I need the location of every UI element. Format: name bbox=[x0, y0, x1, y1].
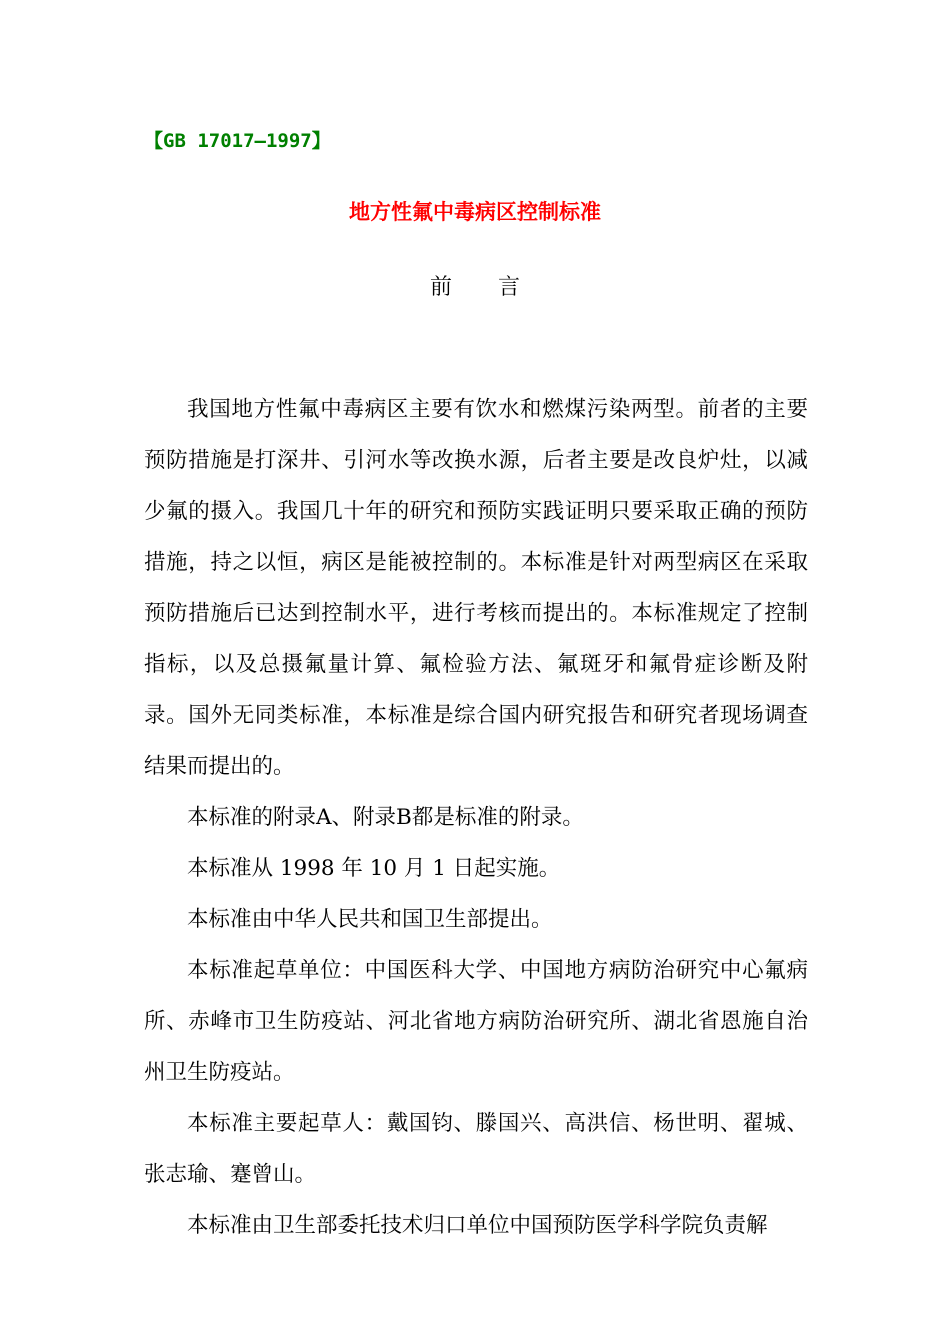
standard-code: 【GB 17017—1997】 bbox=[144, 130, 331, 152]
section-heading-foreword bbox=[0, 270, 950, 301]
paragraph-drafters: 本标准主要起草人：戴国钧、滕国兴、高洪信、杨世明、翟城、张志瑜、蹇曾山。 bbox=[144, 1111, 808, 1187]
paragraph-interpretation: 本标准由卫生部委托技术归口单位中国预防医学科学院负责解 bbox=[187, 1213, 768, 1238]
paragraph-intro: 我国地方性氟中毒病区主要有饮水和燃煤污染两型。前者的主要预防措施是打深井、引河水等改换水源，后者主要是改良炉灶，以减少氟的摄入。我国几十年的研究和预防实践证明只要采取正确的预防措施，持之以恒，病区是能被控制的。本标准是针对两型病区在采取预防措施后已达到控制水平，进行考核而提出的。本标准规定了控制指标，以及总摄氟量计算、氟检验方法、氟斑牙和氟骨症诊断及附录。国外无同类标准，本标准是综合国内研究报告和研究者现场调查结果而提出的。 bbox=[144, 397, 808, 779]
paragraph-appendix: 本标准的附录A、附录B都是标准的附录。 bbox=[187, 805, 584, 830]
paragraph-drafting-units: 本标准起草单位：中国医科大学、中国地方病防治研究中心氟病所、赤峰市卫生防疫站、河北省地方病防治研究所、湖北省恩施自治州卫生防疫站。 bbox=[144, 958, 808, 1085]
document-body bbox=[144, 384, 808, 1251]
paragraph-proposer: 本标准由中华人民共和国卫生部提出。 bbox=[187, 907, 553, 932]
section-heading-char-2: 言 bbox=[498, 275, 521, 300]
document-title: 地方性氟中毒病区控制标准 bbox=[349, 200, 601, 224]
paragraph-effective-date: 本标准从 1998 年 10 月 1 日起实施。 bbox=[187, 856, 561, 881]
section-heading-char-1: 前 bbox=[429, 275, 452, 300]
